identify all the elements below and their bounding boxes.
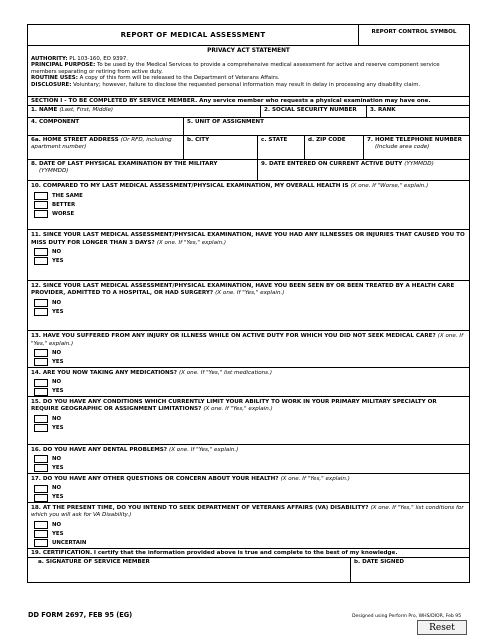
checkbox[interactable] [34, 201, 48, 209]
option-row [28, 257, 469, 266]
question-label: 13. HAVE YOU SUFFERED FROM ANY INJURY OR ILLNESS WHILE ON ACTIVE DUTY FOR WHICH YOU DID NOT SEEK MEDICAL CARE? [31, 333, 436, 340]
checkbox[interactable] [34, 349, 48, 357]
question-instruction: (X one. If "Yes," explain.) [169, 446, 239, 453]
option-label: YES [52, 258, 64, 265]
city-field[interactable]: b. CITY [183, 136, 257, 159]
option-label: NO [52, 521, 62, 528]
checkbox[interactable] [34, 424, 48, 432]
question-18 [28, 503, 469, 549]
checkbox[interactable] [34, 539, 48, 547]
checkbox[interactable] [34, 308, 48, 316]
option-row [28, 484, 469, 493]
option-row [28, 387, 469, 396]
section-1-heading: SECTION I - TO BE COMPLETED BY SERVICE MEMBER. Any service member who requests a physical examination may have one. [28, 97, 469, 106]
row-name-ssn-rank [28, 106, 469, 118]
option-row [28, 415, 469, 424]
option-row [28, 521, 469, 530]
active-duty-entry-date-field[interactable]: 9. DATE ENTERED ON CURRENT ACTIVE DUTY (YYMMDD) [257, 160, 469, 180]
name-field[interactable]: 1. NAME (Last, First, Middle) [31, 107, 114, 113]
question-instruction: (X one. If "Yes," explain.) [280, 475, 350, 482]
option-row [28, 464, 469, 473]
question-12 [28, 281, 469, 332]
form-header [28, 25, 469, 46]
checkbox[interactable] [34, 521, 48, 529]
question-label: 17. DO YOU HAVE ANY OTHER QUESTIONS OR CONCERN ABOUT YOUR HEALTH? [31, 475, 279, 482]
row-component-unit [28, 118, 469, 136]
checkbox[interactable] [34, 494, 48, 502]
checkbox[interactable] [34, 415, 48, 423]
question-instruction: (X one. If "Yes," explain.) [215, 290, 285, 297]
question-text [28, 331, 469, 349]
question-instruction: (X one. If "Yes," explain.) [203, 406, 273, 413]
question-label: 16. DO YOU HAVE ANY DENTAL PROBLEMS? [31, 446, 168, 453]
home-telephone-field[interactable]: 7. HOME TELEPHONE NUMBER (Include area code) [363, 136, 469, 159]
question-10 [28, 181, 469, 230]
signature-field[interactable]: a. SIGNATURE OF SERVICE MEMBER [38, 558, 150, 565]
checkbox[interactable] [34, 379, 48, 387]
explanation-area[interactable] [28, 433, 469, 444]
certification-line: 19. CERTIFICATION. I certify that the information provided above is true and complete to the best of my knowledge. [28, 549, 469, 558]
zip-code-field[interactable]: d. ZIP CODE [304, 136, 363, 159]
option-label: NO [52, 415, 62, 422]
reset-button[interactable]: Reset [417, 620, 467, 635]
question-text [28, 281, 469, 299]
option-label: YES [52, 465, 64, 472]
explanation-area[interactable] [28, 266, 469, 280]
unit-of-assignment-field[interactable]: 5. UNIT OF ASSIGNMENT [183, 118, 469, 135]
option-row [28, 493, 469, 502]
question-instruction: (X one. If "Worse," explain.) [350, 183, 429, 189]
checkbox[interactable] [34, 210, 48, 218]
option-row [28, 358, 469, 367]
question-label: 18. AT THE PRESENT TIME, DO YOU INTEND TO SEEK DEPARTMENT OF VETERANS AFFAIRS (VA) DISABILITY? [31, 505, 369, 512]
question-instruction: (X one. If "Yes," list medications.) [178, 369, 273, 376]
rank-field[interactable]: 3. RANK [366, 106, 469, 117]
question-instruction: (X one. If "Yes," explain.) [156, 239, 227, 246]
question-text [28, 368, 469, 378]
question-17 [28, 474, 469, 503]
question-text [28, 474, 469, 484]
option-row [28, 424, 469, 433]
option-label: YES [52, 359, 64, 366]
checkbox[interactable] [34, 192, 48, 200]
option-label: YES [52, 494, 64, 501]
question-13 [28, 331, 469, 368]
question-label: 12. SINCE YOUR LAST MEDICAL ASSESSMENT/PHYSICAL EXAMINATION, HAVE YOU BEEN SEEN BY OR BEEN TREATED BY A HEALTH CARE PROVIDER, ADMITTED TO A HOSPITAL, OR HAD SURGERY? [31, 282, 455, 297]
question-15 [28, 397, 469, 445]
explanation-area[interactable] [28, 218, 469, 229]
row-address [28, 136, 469, 160]
authority-line: AUTHORITY: PL 103-160, EO 9397. [31, 55, 129, 62]
form-title: REPORT OF MEDICAL ASSESSMENT [120, 31, 266, 39]
checkbox[interactable] [34, 485, 48, 493]
option-row [28, 209, 469, 218]
questions-container [28, 181, 469, 549]
purpose-line: PRINCIPAL PURPOSE: To be used by the Medical Services to provide a comprehensive medical assessment for active and reserve component service members separating or retiring from active duty. [31, 62, 440, 75]
option-label: NO [52, 485, 62, 492]
medical-assessment-form [27, 24, 470, 583]
option-row [28, 298, 469, 307]
question-label: 14. ARE YOU NOW TAKING ANY MEDICATIONS? [31, 369, 177, 376]
question-text [28, 503, 469, 521]
ssn-field[interactable]: 2. SOCIAL SECURITY NUMBER [260, 106, 366, 117]
certification-block [28, 549, 469, 582]
checkbox[interactable] [34, 248, 48, 256]
question-11 [28, 230, 469, 281]
explanation-area[interactable] [28, 316, 469, 330]
checkbox[interactable] [34, 455, 48, 463]
last-physical-exam-date-field[interactable]: 8. DATE OF LAST PHYSICAL EXAMINATION BY THE MILITARY (YYMMDD) [31, 161, 218, 174]
disclosure-line: DISCLOSURE: Voluntary; however, failure to disclose the requested personal information may result in delay in processing any disability claim. [31, 81, 421, 88]
option-row [28, 200, 469, 209]
question-text [28, 397, 469, 415]
option-label: NO [52, 456, 62, 463]
checkbox[interactable] [34, 299, 48, 307]
option-row [28, 378, 469, 387]
question-text [28, 445, 469, 455]
option-label: NO [52, 249, 62, 256]
question-label: 15. DO YOU HAVE ANY CONDITIONS WHICH CURRENTLY LIMIT YOUR ABILITY TO WORK IN YOUR PRIMARY MILITARY SPECIALTY OR REQUIRE GEOGRAPHIC OR ASSIGNMENT LIMITATIONS? [31, 399, 437, 413]
checkbox[interactable] [34, 388, 48, 396]
question-label: 11. SINCE YOUR LAST MEDICAL ASSESSMENT/PHYSICAL EXAMINATION, HAVE YOU HAD ANY ILLNESSES OR INJURIES THAT CAUSED YOU TO MISS DUTY FOR LONGER THAN 3 DAYS? [31, 232, 465, 246]
checkbox[interactable] [34, 464, 48, 472]
option-label: YES [52, 308, 64, 315]
option-row [28, 349, 469, 358]
question-text [28, 181, 469, 191]
row-dates [28, 160, 469, 181]
option-row [28, 307, 469, 316]
option-label: THE SAME [52, 192, 83, 199]
option-row [28, 248, 469, 257]
option-label: YES [52, 424, 64, 431]
question-14 [28, 368, 469, 397]
option-label: UNCERTAIN [52, 539, 87, 546]
form-number: DD FORM 2697, FEB 95 (EG) [28, 611, 133, 619]
option-row [28, 539, 469, 548]
question-label: 10. COMPARED TO MY LAST MEDICAL ASSESSMENT/PHYSICAL EXAMINATION, MY OVERALL HEALTH IS [31, 183, 349, 189]
report-control-symbol-field[interactable]: REPORT CONTROL SYMBOL [358, 25, 469, 45]
date-signed-field[interactable]: b. DATE SIGNED [350, 558, 469, 582]
question-text [28, 230, 469, 248]
component-field[interactable]: 4. COMPONENT [31, 119, 80, 125]
option-label: YES [52, 388, 64, 395]
home-street-address-field[interactable]: 6a. HOME STREET ADDRESS (Or RFD, including apartment number) [31, 137, 172, 150]
state-field[interactable]: c. STATE [257, 136, 304, 159]
option-row [28, 455, 469, 464]
option-label: NO [52, 299, 62, 306]
row-signature [28, 558, 469, 582]
option-row [28, 530, 469, 539]
option-label: WORSE [52, 210, 75, 217]
option-label: BETTER [52, 201, 76, 208]
question-16 [28, 445, 469, 474]
checkbox[interactable] [34, 530, 48, 538]
question-instruction: (X one. If "Yes," explain.) [31, 333, 464, 347]
option-label: NO [52, 350, 62, 357]
privacy-title: PRIVACY ACT STATEMENT [207, 48, 290, 54]
question-instruction: (X one. If "Yes," list conditions for which you will ask for VA Disability.) [31, 505, 464, 519]
checkbox[interactable] [34, 358, 48, 366]
option-row [28, 191, 469, 200]
routine-uses-line: ROUTINE USES: A copy of this form will be released to the Department of Veterans Affairs. [31, 75, 280, 82]
option-label: YES [52, 530, 64, 537]
option-label: NO [52, 379, 62, 386]
designed-note: Designed using Perform Pro, WHS/DIOR, Feb 95 [352, 614, 462, 619]
privacy-act-statement [28, 46, 469, 97]
checkbox[interactable] [34, 257, 48, 265]
